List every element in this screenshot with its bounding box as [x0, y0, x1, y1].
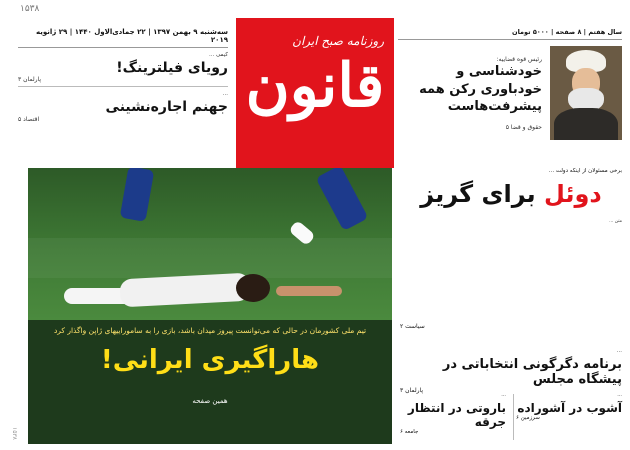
robe-shape [554, 108, 618, 140]
teaser-headline: رویای فیلترینگ! [116, 59, 228, 76]
player-leg [120, 168, 155, 222]
story-kicker: ... [616, 348, 622, 354]
divider [18, 86, 228, 87]
issue-date: سه‌شنبه ۹ بهمن ۱۳۹۷ | ۲۲ جمادی‌الاول ۱۴۴۰ | ۲۹ ژانویه ۲۰۱۹ [18, 28, 228, 48]
photo-story-headline: هاراگیری ایرانی! [100, 345, 320, 375]
feature-story[interactable] [398, 46, 622, 146]
column-divider [513, 394, 514, 440]
bottom-stories [400, 392, 622, 444]
side-issue-strip: ۱۵۳۸ [11, 427, 18, 440]
top-meta-bar [20, 4, 622, 16]
issue-info: سال هفتم | ۸ صفحه | ۵۰۰۰ تومان [398, 28, 622, 40]
fallen-player-head [236, 274, 270, 302]
teaser-filtering[interactable] [18, 52, 228, 83]
teaser-section-tag: پارلمان ۳ [18, 76, 42, 84]
feature-section-tag: حقوق و قضا ۵ [505, 123, 542, 131]
story-section-tag: سرزمین ۶ [516, 415, 540, 421]
portrait-photo [550, 46, 622, 140]
teaser-section-tag: اقتصاد ۵ [18, 115, 40, 123]
fallen-player-shirt [119, 273, 250, 308]
story-election[interactable] [400, 348, 622, 394]
issue-number: ۱۵۳۸ [20, 4, 40, 14]
story-headline: باروتی در انتظار جرقه [407, 401, 506, 429]
teaser-kicker: کیمی ... [208, 52, 228, 58]
lead-title [400, 180, 622, 209]
lead-story[interactable] [400, 168, 622, 330]
feature-kicker: رئیس قوه قضاییه: [496, 56, 542, 63]
pitch-band [28, 238, 392, 278]
lead-section-tag: سیاست ۲ [400, 322, 425, 330]
story-kicker: ... [501, 392, 506, 398]
story-kicker: ... [617, 392, 622, 398]
story-gunpowder[interactable] [400, 392, 506, 435]
feature-title: خودشناسی و خودباوری رکن همه پیشرفت‌هاست [419, 64, 542, 115]
lead-title-red: دوئل [544, 180, 602, 208]
masthead [236, 18, 394, 168]
story-section-tag: پارلمان ۳ [400, 387, 424, 394]
photo-story-tag: همین صفحه [192, 397, 228, 405]
story-headline: آشوب در آشوراده [517, 401, 622, 415]
story-ashuradeh[interactable] [516, 392, 622, 421]
teaser-rent[interactable] [18, 91, 228, 122]
teaser-headline: جهنم اجاره‌نشینی [105, 99, 228, 116]
header-left-column [18, 28, 228, 123]
newspaper-logo: قانون [245, 51, 385, 121]
football-photo [28, 168, 392, 320]
feature-text [400, 56, 542, 131]
fallen-player-arm [276, 286, 342, 296]
story-headline: برنامه دگرگونی انتخاباتی در پیشگاه مجلس [442, 357, 622, 387]
lead-title-black: برای گریز [420, 180, 536, 208]
story-section-tag: جامعه ۶ [400, 429, 419, 435]
player-leg [316, 168, 369, 231]
masthead-tagline: روزنامه صبح ایران [292, 34, 384, 48]
photo-story-kicker: تیم ملی کشورمان در حالی که می‌توانست پیروز میدان باشد، بازی را به ساموراییهای ژاپن واگذار کرد [53, 326, 367, 335]
header-right-column [398, 28, 622, 146]
teaser-kicker: ... [222, 91, 228, 98]
lead-body: متن ... [609, 218, 622, 224]
photo-story-panel[interactable] [28, 320, 392, 444]
lead-kicker: برخی مسئولان از اینکه دولت ... [548, 168, 622, 174]
